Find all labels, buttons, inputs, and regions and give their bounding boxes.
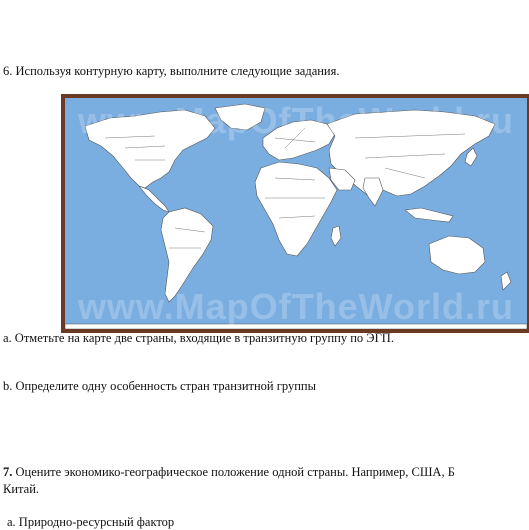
map-watermark-bottom: www.MapOfTheWorld.ru <box>78 286 514 327</box>
question-7-text: Оцените экономико-географическое положение одной страны. Например, США, Б <box>12 465 455 479</box>
question-6b: b. Определите одну особенность стран транзитной группы <box>3 379 316 393</box>
question-7-continuation: Китай. <box>3 482 40 496</box>
question-7-number: 7. <box>3 465 13 479</box>
map-watermark-top: www.MapOfTheWorld.ru <box>78 100 514 141</box>
question-6-heading: 6. Используя контурную карту, выполните следующие задания. <box>3 64 340 78</box>
question-6a: a. Отметьте на карте две страны, входящие в транзитную группу по ЭГП. <box>3 331 394 345</box>
world-contour-map <box>61 94 529 333</box>
question-7 <box>3 465 455 480</box>
question-7a: a. Природно-ресурсный фактор <box>7 515 175 529</box>
